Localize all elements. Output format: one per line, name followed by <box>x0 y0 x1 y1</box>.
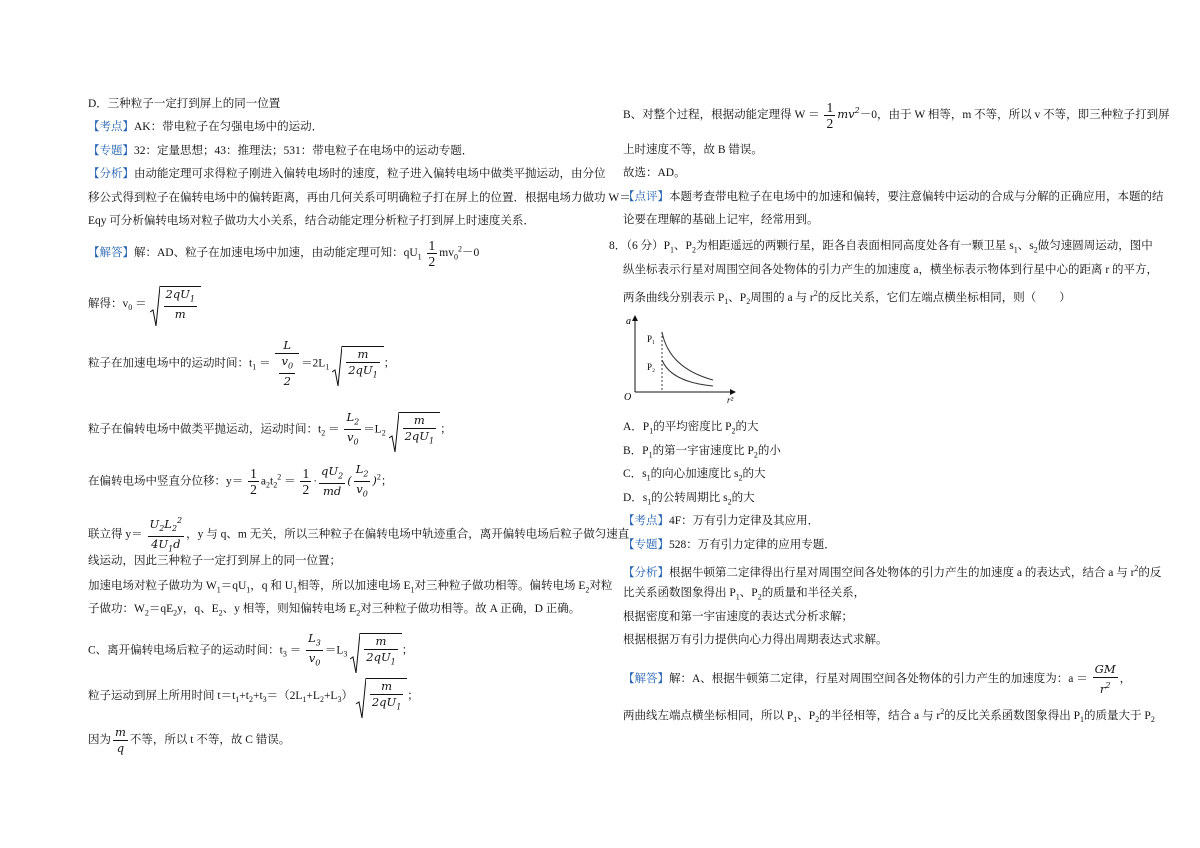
r-kaodian-line: 【考点】4F：万有引力定律及其应用． <box>623 515 820 527</box>
q8-line-1: 8．（6 分）$P_1$、$P_2$为相距遥远的两颗行星，距各自表面相同高度处各有一颗卫星 $s_1$、$s_2$做匀速圆周运动，图中 <box>609 240 1153 255</box>
r-fenxi-line-4: 根据根据万有引力提供向心力得出周期表达式求解。 <box>623 634 888 646</box>
option-d-line: D．三种粒子一定打到屏上的同一位置 <box>88 98 281 110</box>
r-last-line: 两曲线左端点横坐标相同，所以 $P_1$、$P_2$的半径相等，结合 a 与 $r^2$的反比关系函数图象得出 $P_1$的质量大于 $P_2$ <box>623 707 1155 725</box>
option-a: A．$P_1$的平均密度比 $P_2$的大 <box>623 421 759 436</box>
lianli-line: 联立得 y＝ $\frac{U_2L_2^2}{4U_1d}$ ，y 与 q、m 无关，所以三种粒子在偏转电场中轨迹重合，离开偏转电场后粒子做匀速直 <box>88 513 629 556</box>
dianping-line-2: 论要在理解的基础上记牢，经常用到。 <box>623 214 819 226</box>
sqrt-v0: $\frac{2qU_1}{m}$ <box>150 286 201 322</box>
jiede-line: 解得：$v_0$ ＝ $\frac{2qU_1}{m}$ <box>88 286 201 322</box>
dianping-line-1: 【点评】本题考查带电粒子在电场中的加速和偏转，要注意偏转中运动的合成与分解的正确应用，本题的结 <box>623 191 1164 203</box>
yinwei-line: 因为 $\frac{m}{q}$ 不等，所以 t 不等，故 C 错误。 <box>88 725 291 755</box>
a-vs-r2-graph <box>623 310 743 405</box>
option-d: D．$s_1$的公转周期比 $s_2$的大 <box>623 492 755 507</box>
q8-line-3: 两条曲线分别表示 $P_1$、$P_2$周围的 a 与 $r^2$的反比关系，它们左端点横坐标相同，则（ ） <box>623 289 1071 307</box>
jieda-tag: 【解答】 <box>88 247 134 260</box>
r-fenxi-line-1: 【分析】根据牛顿第二定律得出行星对周围空间各处物体的引力产生的加速度 a 的表达式，结合 a 与 $r^2$的反 <box>623 564 1162 579</box>
fenxi-line-1: 【分析】由动能定理可求得粒子刚进入偏转电场时的速度，粒子进入偏转电场中做类平抛运动，由分位 <box>88 168 606 180</box>
t2-line: 粒子在偏转电场中做类平抛运动，运动时间：$t_2$ ＝ $\frac{L_2}{v_0}$ $=L_2$ $\frac{m}{2qU_1}$ ； <box>88 410 452 450</box>
fenxi-line-2: 移公式得到粒子在偏转电场中的偏转距离，再由几何关系可明确粒子打在屏上的位置．根据电场力做功 W＝ <box>88 192 631 204</box>
b-line-2: 上时速度不等，故 B 错误。 <box>623 144 763 156</box>
jieda-line-1: 【解答】解：AD、粒子在加速电场中加速，由动能定理可知：$qU_1$ $\frac{1}{2}$ $mv_0^2-0$ <box>88 238 480 269</box>
q8-line-2: 纵坐标表示行星对周围空间各处物体的引力产生的加速度 a，横坐标表示物体到行星中心的距离 r 的平方， <box>623 264 1159 276</box>
r-jieda-line: 【解答】解：A、根据牛顿第二定律，行星对周围空间各处物体的引力产生的加速度为：a ＝ $\frac{GM}{r^2}$ ， <box>623 662 1132 696</box>
r-fenxi-line-3: 根据密度和第一宇宙速度的表达式分析求解； <box>623 611 853 623</box>
c-line: C、离开偏转电场后粒子的运动时间：$t_3$ ＝ $\frac{L_3}{v_0}$ $=L_3$ $\frac{m}{2qU_1}$ ； <box>88 631 413 671</box>
work-line-1: 加速电场对粒子做功为 $W_1=qU_1$，q 和 $U_1$相等，所以加速电场 $E_1$对三种粒子做功相等。偏转电场 $E_2$对粒 <box>88 580 613 595</box>
curve-p2-label: P₂ <box>647 362 656 372</box>
fenxi-line-3: Eqy 可分析偏转电场对粒子做功大小关系，结合动能定理分析粒子打到屏上时速度关系． <box>88 215 535 227</box>
half-fraction: $\frac{1}{2}$ <box>428 238 436 269</box>
total-time-line: 粒子运动到屏上所用时间 $t=t_1+t_2+t_3=(2L_1+L_2+L_3)$ $\frac{m}{2qU_1}$ ； <box>88 678 419 714</box>
origin-label: O <box>624 392 632 403</box>
option-b: B．$P_1$的第一宇宙速度比 $P_2$的小 <box>623 445 781 460</box>
b-line-1: B、对整个过程，根据动能定理得 W ＝ $\frac{1}{2}$ $mv^2-0$，由于 W 相等，m 不等，所以 v 不等，即三种粒子打到屏 <box>623 100 1170 131</box>
dianping-tag: 【点评】 <box>623 191 669 203</box>
answer-line: 故选：AD。 <box>623 167 686 179</box>
kaodian-line: 【考点】AK：带电粒子在匀强电场中的运动． <box>88 121 324 133</box>
zhuanti-line: 【专题】32：定量思想；43：推理法；531：带电粒子在电场中的运动专题． <box>88 145 474 157</box>
zhuanti-tag: 【专题】 <box>88 145 134 157</box>
fenxi-tag: 【分析】 <box>88 168 134 180</box>
lianli-line-2: 线运动，因此三种粒子一定打到屏上的同一位置； <box>88 555 341 567</box>
r-fenxi-line-2: 比关系函数图象得出 $P_1$、$P_2$的质量和半径关系， <box>623 587 866 602</box>
r-zhuanti-line: 【专题】528：万有引力定律的应用专题． <box>623 539 836 551</box>
curve-p1-label: P₁ <box>647 334 656 344</box>
option-c: C．$s_1$的向心加速度比 $s_2$的大 <box>623 468 766 483</box>
axis-x-label: r² <box>727 395 734 405</box>
axis-y-label: a <box>626 316 631 327</box>
work-line-2: 子做功：$W_2=qE_2y$，q、$E_2$、y 相等，则知偏转电场 $E_2$对三种粒子做功相等。故 A 正确，D 正确。 <box>88 603 581 618</box>
t1-line: 粒子在加速电场中的运动时间：$t_1$ ＝ $\frac{L}{\frac{v_0}{2}}$ $=2L_1$ $\frac{m}{2qU_1}$ ； <box>88 338 396 389</box>
y-line: 在偏转电场中竖直分位移：y＝ $\frac{1}{2}$ $a_2t_2^2$ ＝ $\frac{1}{2}$ · $\frac{qU_2}{md}$ ( $\frac{L_2}{v_0}$ )$^2$； <box>88 462 393 499</box>
kaodian-tag: 【考点】 <box>88 121 134 133</box>
